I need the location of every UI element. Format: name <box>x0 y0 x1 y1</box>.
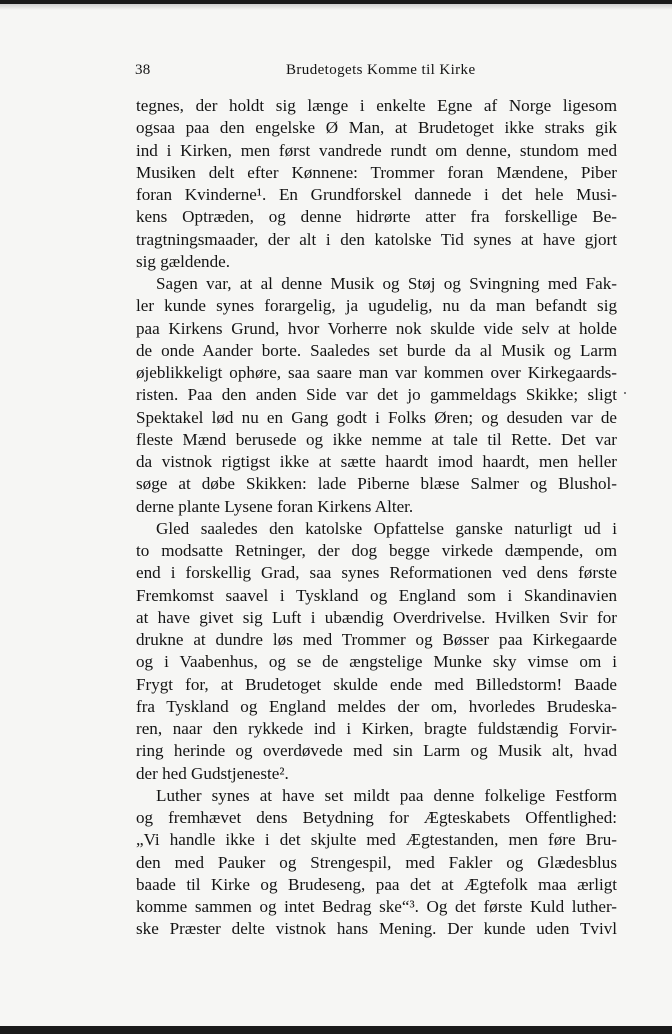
text-line: fleste Mænd berusede og ikke nemme at tale til Rette. Det var <box>136 429 617 449</box>
text-line: fra Tyskland og England meldes der om, hvorledes Brudeska- <box>136 696 617 716</box>
text-line: da vistnok rigtigst ikke at sætte haardt imod haardt, men heller <box>136 452 617 471</box>
text-line: ind i Kirken, men først vandrede rundt om denne, stundom med <box>136 140 617 160</box>
text-line: to modsatte Retninger, der dog begge virkede dæmpende, om <box>136 541 617 560</box>
text-line: „Vi handle ikke i det skjulte med Ægtestanden, men føre Bru- <box>136 830 617 850</box>
page-number: 38 <box>135 62 151 78</box>
paragraph-first-line: Sagen var, at al denne Musik og Støj og Svingning med Fak- <box>156 274 617 293</box>
text-line: risten. Paa den anden Side var det jo gammeldags Skikke; sligt <box>136 385 617 405</box>
body-text <box>136 95 617 941</box>
text-line: og fremhævet dens Betydning for Ægteskabets Offentlighed: <box>136 808 617 827</box>
text-line: ogsaa paa den engelske Ø Man, at Brudetoget ikke straks gik <box>136 118 617 138</box>
text-line: foran Kvinderne¹. En Grundforskel dannede i det hele Musi- <box>136 185 617 204</box>
text-line: Spektakel lød nu en Gang godt i Folks Øren; og desuden var de <box>136 407 617 427</box>
text-line: komme sammen og intet Bedrag ske“³. Og det første Kuld luther- <box>136 897 617 916</box>
text-line: tragtningsmaader, der alt i den katolske Tid synes at have gjort <box>136 229 617 249</box>
text-line: drukne at dundre løs med Trommer og Bøsser paa Kirkegaarde <box>136 630 617 649</box>
scan-speck <box>624 392 626 394</box>
scan-top-shadow <box>0 4 672 10</box>
text-line: og i Vaabenhus, og se de ængstelige Munke sky vimse om i <box>136 652 617 672</box>
text-line: end i forskellig Grad, saa synes Reformationen ved dens første <box>136 563 617 583</box>
paragraph-end-line: derne plante Lysene foran Kirkens Alter. <box>136 496 414 516</box>
paragraph-end-line: der hed Gudstjeneste². <box>136 763 289 783</box>
running-title: Brudetogets Komme til Kirke <box>286 62 476 78</box>
text-line: Fremkomst saavel i Tyskland og England som i Skandinavien <box>136 585 617 605</box>
text-line: kens Optræden, og denne hidrørte atter fra forskellige Be- <box>136 207 617 227</box>
text-line: Musiken delt efter Kønnene: Trommer foran Mændene, Piber <box>136 162 617 182</box>
text-line: øjeblikkeligt ophøre, saa saare man var kommen over Kirkegaards- <box>136 363 617 382</box>
scan-bottom-edge <box>0 1026 672 1034</box>
paragraph-first-line: Gled saaledes den katolske Opfattelse ganske naturligt ud i <box>156 518 617 538</box>
text-line: ler kunde synes forargelig, ja ugudelig, nu da man befandt sig <box>136 296 617 316</box>
text-line: paa Kirkens Grund, hvor Vorherre nok skulde vide selv at holde <box>136 318 617 338</box>
text-line: at have givet sig Luft i ubændig Overdrivelse. Hvilken Svir for <box>136 607 617 627</box>
text-line: tegnes, der holdt sig længe i enkelte Egne af Norge ligesom <box>136 96 617 115</box>
text-line: ren, naar den rykkede ind i Kirken, bragte fuldstændig Forvir- <box>136 719 617 738</box>
text-line: søge at døbe Skikken: lade Piberne blæse Salmer og Blushol- <box>136 474 617 494</box>
text-line: Frygt for, at Brudetoget skulde ende med Billedstorm! Baade <box>136 674 617 694</box>
text-line: ring herinde og overdøvede med sin Larm og Musik alt, hvad <box>136 741 617 761</box>
text-line: ske Præster delte vistnok hans Mening. Der kunde uden Tvivl <box>136 919 617 939</box>
paragraph-end-line: sig gældende. <box>136 251 231 271</box>
text-line: baade til Kirke og Brudeseng, paa det at Ægtefolk maa ærligt <box>136 874 617 894</box>
text-line: den med Pauker og Strengespil, med Fakler og Glædesblus <box>136 852 617 872</box>
text-line: de onde Aander borte. Saaledes set burde da al Musik og Larm <box>136 340 617 360</box>
paragraph-first-line: Luther synes at have set mildt paa denne folkelige Festform <box>156 785 617 805</box>
